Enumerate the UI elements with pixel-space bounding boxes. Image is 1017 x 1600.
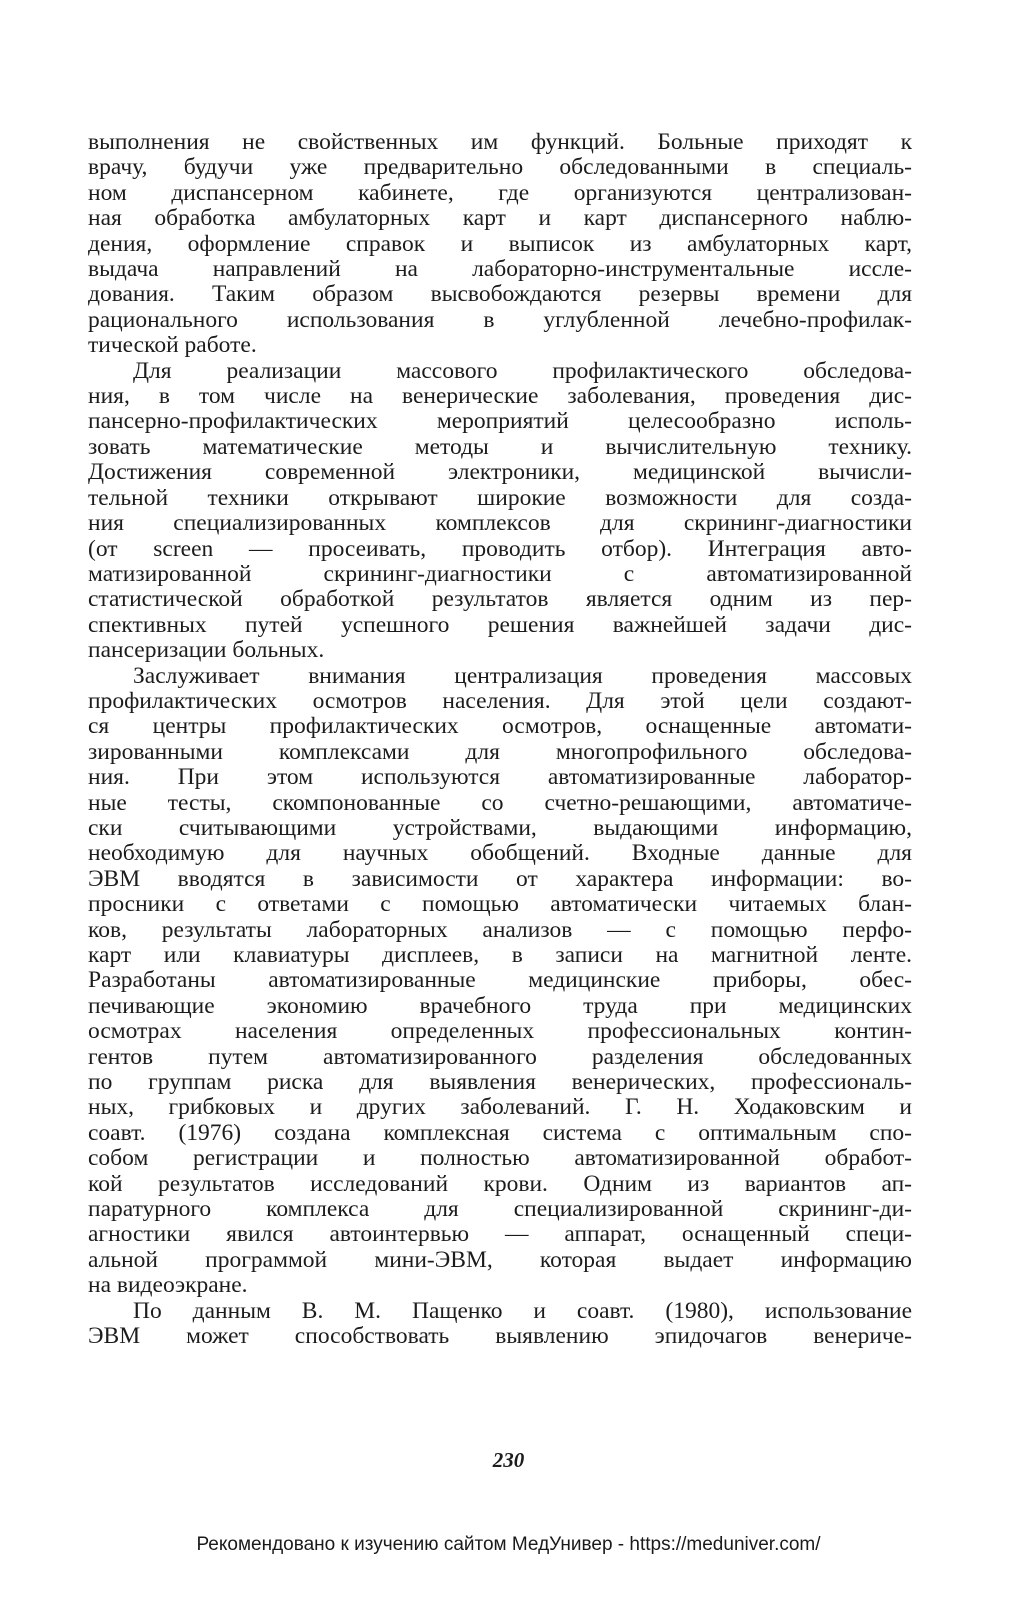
text-line: собом регистрации и полностью автоматизированной обработ- [88, 1145, 912, 1172]
paragraph-3 [88, 664, 912, 1299]
text-line: соавт. (1976) создана комплексная система с оптимальным спо- [88, 1119, 912, 1146]
text-line: статистической обработкой результатов является одним из пер- [88, 586, 912, 613]
text-line: тельной техники открывают широкие возможности для созда- [88, 484, 912, 511]
text-line: пансеризации больных. [88, 637, 325, 664]
text-line: просники с ответами с помощью автоматически читаемых блан- [88, 891, 912, 918]
text-line: агностики явился автоинтервью — аппарат, оснащенный специ- [88, 1221, 912, 1248]
text-line: Разработаны автоматизированные медицинские приборы, обес- [88, 967, 912, 994]
text-line: зированными комплексами для многопрофильного обследова- [88, 738, 912, 765]
text-line: необходимую для научных обобщений. Входные данные для [88, 840, 912, 867]
text-line: ски считывающими устройствами, выдающими информацию, [88, 814, 912, 841]
text-line: паратурного комплекса для специализированной скрининг-ди- [88, 1196, 912, 1223]
text-line: Достижения современной электроники, медицинской вычисли- [88, 459, 912, 486]
paragraph-2 [88, 359, 912, 664]
text-line: печивающие экономию врачебного труда при медицинских [88, 992, 912, 1019]
text-line: Заслуживает внимания централизация проведения массовых [133, 662, 912, 689]
text-line: тической работе. [88, 332, 257, 359]
body-text [88, 130, 912, 1350]
text-line: врачу, будучи уже предварительно обследованными в специаль- [88, 154, 912, 181]
paragraph-1 [88, 130, 912, 359]
text-line: ся центры профилактических осмотров, оснащенные автомати- [88, 713, 912, 740]
text-line: карт или клавиатуры дисплеев, в записи на магнитной ленте. [88, 942, 912, 968]
text-line: спективных путей успешного решения важнейшей задачи дис- [88, 611, 912, 638]
text-line: ная обработка амбулаторных карт и карт диспансерного наблю- [88, 205, 912, 232]
text-line: выдача направлений на лабораторно-инструментальные иссле- [88, 256, 912, 283]
text-line: ЭВМ вводятся в зависимости от характера информации: во- [88, 865, 912, 892]
text-line: матизированной скрининг-диагностики с автоматизированной [88, 560, 912, 587]
text-line: дования. Таким образом высвобождаются резервы времени для [88, 281, 912, 308]
text-line: ков, результаты лабораторных анализов — с помощью перфо- [88, 916, 912, 943]
text-line: ния. При этом используются автоматизированные лаборатор- [88, 764, 912, 791]
text-line: ния, в том числе на венерические заболевания, проведения дис- [88, 383, 912, 410]
text-line: ния специализированных комплексов для скрининг-диагностики [88, 510, 912, 537]
footer-note: Рекомендовано к изучению сайтом МедУнивер - https://meduniver.com/ [196, 1534, 821, 1555]
text-line: профилактических осмотров населения. Для этой цели создают- [88, 687, 912, 714]
text-line: (от screen — просеивать, проводить отбор). Интеграция авто- [88, 535, 912, 562]
text-line: осмотрах населения определенных профессиональных контин- [88, 1018, 912, 1045]
text-line: ные тесты, скомпонованные со счетно-решающими, автоматиче- [88, 789, 912, 816]
text-line: альной программой мини-ЭВМ, которая выдает информацию [88, 1246, 912, 1273]
text-line: гентов путем автоматизированного разделения обследованных [88, 1043, 912, 1070]
text-line: на видеоэкране. [88, 1272, 248, 1299]
paragraph-4 [88, 1299, 912, 1350]
text-line: по группам риска для выявления венерических, профессиональ- [88, 1069, 912, 1096]
text-line: зовать математические методы и вычислительную технику. [88, 433, 912, 460]
text-line: рационального использования в углубленной лечебно-профилак- [88, 306, 912, 333]
text-line: По данным В. М. Пащенко и соавт. (1980), использование [133, 1297, 912, 1324]
text-line: ЭВМ может способствовать выявлению эпидочагов венериче- [88, 1323, 912, 1350]
page-number: 230 [492, 1448, 525, 1472]
text-line: Для реализации массового профилактического обследова- [133, 357, 912, 384]
text-line: ных, грибковых и других заболеваний. Г. Н. Ходаковским и [88, 1094, 912, 1121]
text-line: пансерно-профилактических мероприятий целесообразно исполь- [88, 408, 912, 435]
text-line: выполнения не свойственных им функций. Больные приходят к [88, 129, 912, 155]
text-line: ном диспансерном кабинете, где организуются централизован- [88, 179, 912, 206]
text-line: дения, оформление справок и выписок из амбулаторных карт, [88, 230, 912, 257]
text-line: кой результатов исследований крови. Одним из вариантов ап- [88, 1170, 912, 1197]
